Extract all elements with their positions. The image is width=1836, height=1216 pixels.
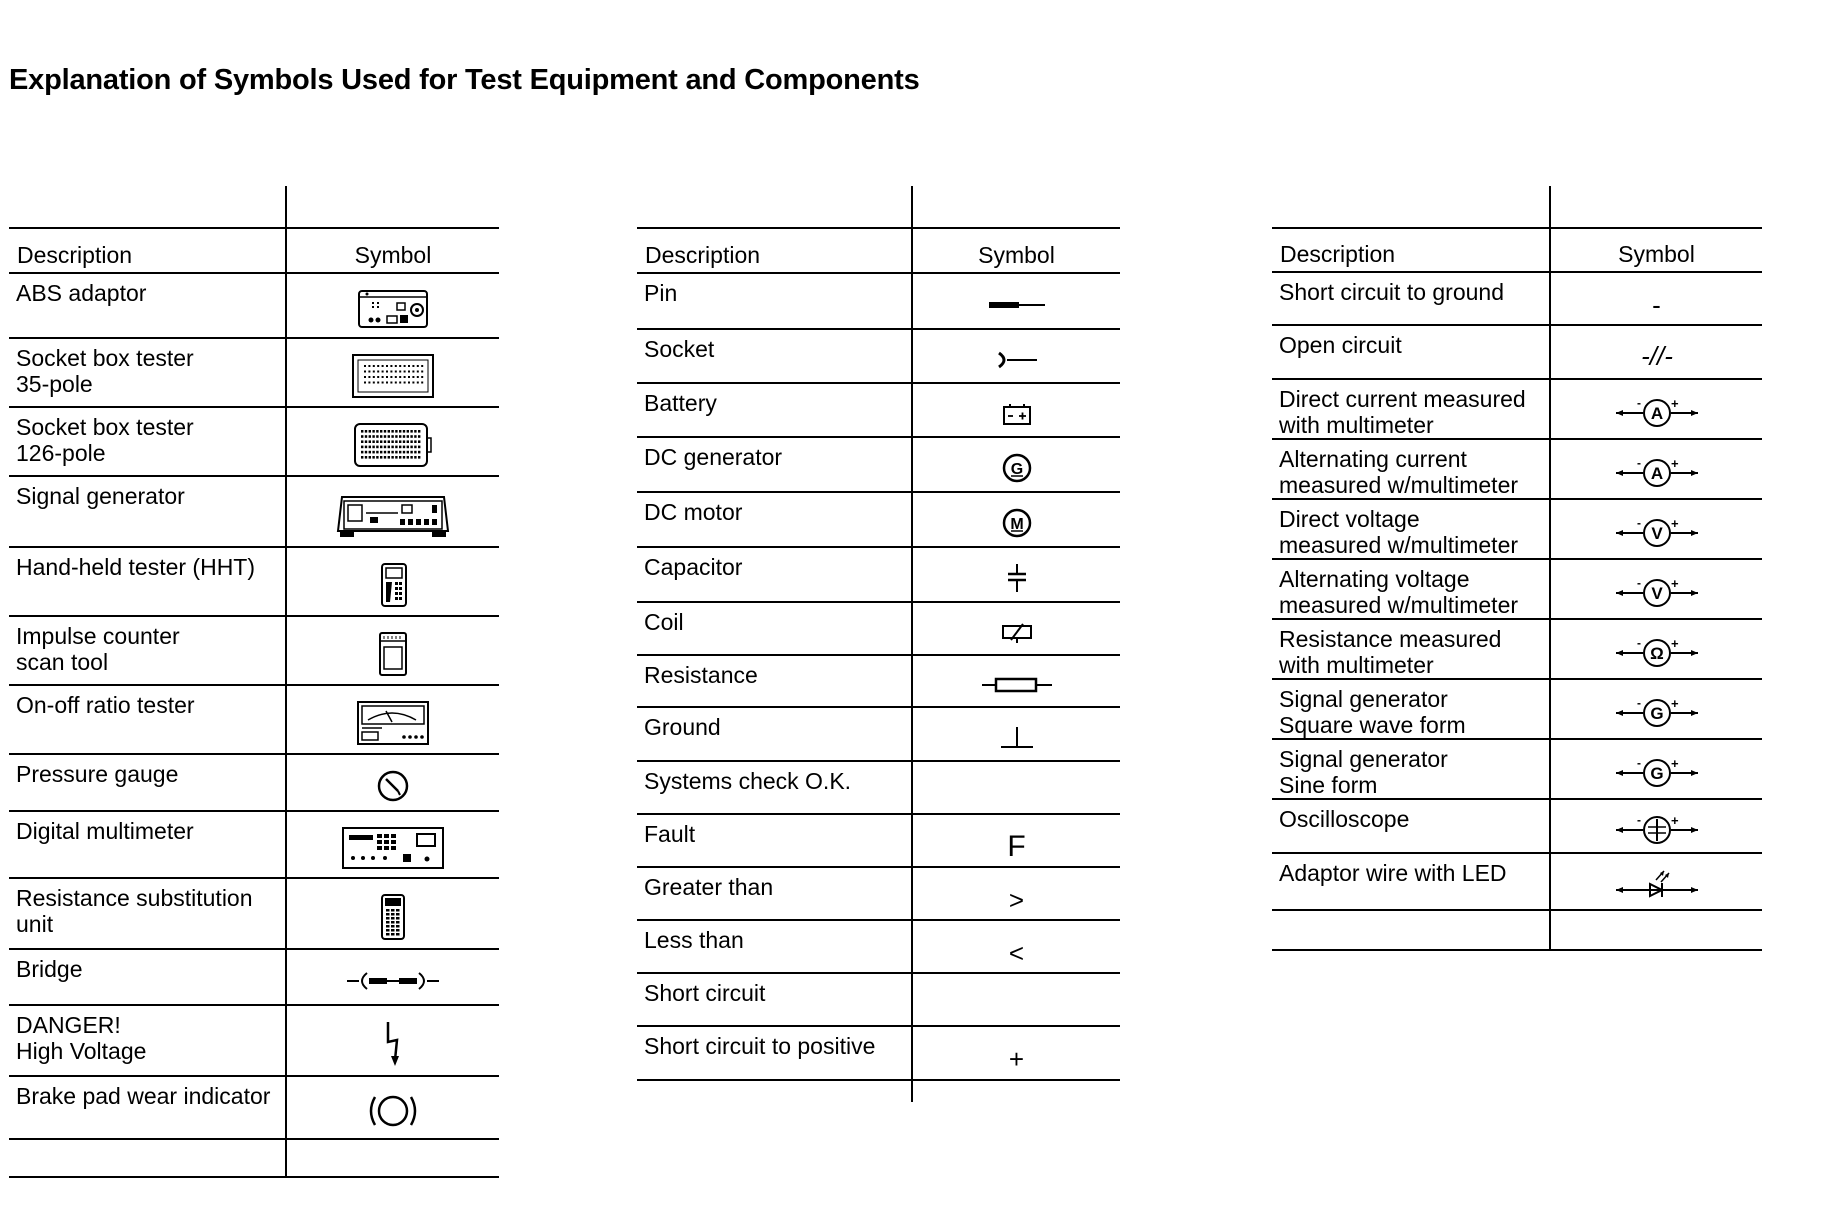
table-row: [1272, 619, 1762, 679]
minus-icon: -: [1652, 289, 1661, 320]
row-description: Fault: [637, 814, 912, 867]
table-row: [637, 814, 1120, 867]
row-description: Adaptor wire with LED: [1272, 853, 1550, 910]
svg-text:-: -: [1636, 635, 1641, 650]
table-row: [637, 973, 1120, 1026]
column-header-symbol: Symbol: [912, 228, 1120, 273]
bridge-icon-graphic: [345, 969, 441, 993]
table-row: [637, 383, 1120, 437]
resistance-icon: [980, 661, 1054, 695]
symbols-table-2: [637, 186, 1120, 1102]
row-symbol: [1550, 559, 1762, 619]
dc-motor-icon-graphic: [1001, 507, 1033, 539]
less-than-icon: <: [1008, 937, 1025, 968]
table-row: [9, 685, 499, 754]
digital-multimeter-icon: [341, 812, 445, 870]
on-off-ratio-tester-icon-graphic: [356, 700, 430, 746]
on-off-ratio-tester-icon: [356, 686, 430, 746]
high-voltage-icon: [383, 1006, 403, 1068]
row-symbol: [912, 383, 1120, 437]
table-top-spacer: [637, 186, 1120, 228]
row-symbol: [1550, 379, 1762, 439]
resistance-substitution-icon-graphic: [376, 893, 410, 941]
row-description: Ground: [637, 707, 912, 761]
symbol-letter: G: [1649, 763, 1664, 783]
row-symbol: [912, 602, 1120, 655]
row-description: Alternating voltage measured w/multimeter: [1272, 559, 1550, 619]
row-description: DANGER! High Voltage: [9, 1005, 286, 1076]
oscilloscope-icon-graphic: [1612, 812, 1702, 845]
table-row: [9, 1139, 499, 1177]
table-row: [637, 437, 1120, 492]
row-description: On-off ratio tester: [9, 685, 286, 754]
table-row: [1272, 739, 1762, 799]
row-description: Socket: [637, 329, 912, 383]
row-description: Impulse counter scan tool: [9, 616, 286, 685]
sine-wave-generator-icon: [1612, 744, 1702, 788]
symbol-letter: G: [1010, 461, 1023, 478]
column-header-symbol: Symbol: [286, 228, 499, 273]
symbols-table-1: [9, 186, 499, 1178]
ground-icon-graphic: [997, 725, 1037, 751]
row-symbol: [286, 754, 499, 811]
abs-adaptor-icon: [357, 274, 429, 330]
table-row: [637, 655, 1120, 707]
row-symbol: [912, 707, 1120, 761]
row-symbol: [1550, 499, 1762, 559]
row-symbol: [912, 814, 1120, 867]
row-description: Signal generator Square wave form: [1272, 679, 1550, 739]
row-description: Signal generator Sine form: [1272, 739, 1550, 799]
table-row: [637, 273, 1120, 329]
symbol-text: -//-: [1640, 340, 1673, 371]
symbol-letter: A: [1650, 403, 1663, 423]
sine-wave-generator-icon-graphic: [1612, 755, 1702, 788]
pin-icon-graphic: [987, 299, 1047, 311]
row-description: Digital multimeter: [9, 811, 286, 878]
table-top-spacer: [1272, 186, 1762, 228]
row-description: Less than: [637, 920, 912, 973]
svg-text:+: +: [1670, 455, 1679, 471]
row-symbol: [286, 1139, 499, 1177]
row-symbol: [286, 547, 499, 616]
row-description: Hand-held tester (HHT): [9, 547, 286, 616]
svg-text:+: +: [1670, 635, 1679, 651]
row-symbol: [286, 616, 499, 685]
table-row: [637, 1026, 1120, 1080]
fault-icon: F: [1007, 830, 1026, 863]
table-row: [1272, 679, 1762, 739]
signal-generator-device-icon: [336, 477, 450, 539]
brake-pad-icon-graphic: [365, 1091, 421, 1131]
led-adaptor-icon-graphic: [1612, 868, 1702, 902]
row-symbol: [286, 811, 499, 878]
page-title: Explanation of Symbols Used for Test Equipment and Components: [9, 64, 920, 96]
table-row: [637, 707, 1120, 761]
table-header-row: [637, 228, 1120, 273]
table-row: [637, 867, 1120, 920]
dc-ammeter-icon-graphic: [1612, 395, 1702, 428]
table-row: [1272, 910, 1762, 950]
row-symbol: [912, 273, 1120, 329]
table-row: [1272, 499, 1762, 559]
symbol-letter: V: [1650, 583, 1663, 603]
row-description: Direct voltage measured w/multimeter: [1272, 499, 1550, 559]
row-description: Socket box tester 126-pole: [9, 407, 286, 476]
row-description: Brake pad wear indicator: [9, 1076, 286, 1139]
row-description: Pressure gauge: [9, 754, 286, 811]
dc-motor-icon: [1001, 493, 1033, 539]
row-symbol: [1550, 272, 1762, 325]
oscilloscope-icon: [1612, 801, 1702, 845]
hand-held-tester-icon: [376, 548, 410, 608]
row-symbol: [912, 437, 1120, 492]
table-row: [1272, 853, 1762, 910]
svg-text:+: +: [1670, 575, 1679, 591]
table-header-row: [9, 228, 499, 273]
row-description: Battery: [637, 383, 912, 437]
row-symbol: [912, 655, 1120, 707]
square-wave-generator-icon: [1612, 684, 1702, 728]
dc-generator-icon-graphic: [1001, 452, 1033, 484]
table-row: [637, 547, 1120, 602]
table-row: [9, 1076, 499, 1139]
symbol-letter: G: [1649, 703, 1664, 723]
row-description: Direct current measured with multimeter: [1272, 379, 1550, 439]
coil-icon: [999, 606, 1035, 644]
dc-voltmeter-icon-graphic: [1612, 515, 1702, 548]
table-row: [9, 407, 499, 476]
led-adaptor-icon: [1612, 854, 1702, 902]
dc-voltmeter-icon: [1612, 504, 1702, 548]
ohmmeter-icon: [1612, 624, 1702, 668]
row-symbol: [912, 761, 1120, 814]
socket-icon-graphic: [995, 350, 1039, 370]
capacitor-icon-graphic: [1005, 562, 1029, 594]
row-description: ABS adaptor: [9, 273, 286, 338]
table-row: [637, 492, 1120, 547]
row-symbol: [1550, 679, 1762, 739]
row-symbol: [912, 1026, 1120, 1080]
row-symbol: [1550, 799, 1762, 853]
row-symbol: [286, 685, 499, 754]
row-description: Resistance measured with multimeter: [1272, 619, 1550, 679]
pressure-gauge-icon-graphic: [376, 769, 410, 803]
ac-voltmeter-icon-graphic: [1612, 575, 1702, 608]
row-symbol: [286, 338, 499, 407]
svg-text:-: -: [1636, 515, 1641, 530]
ac-voltmeter-icon: [1612, 564, 1702, 608]
open-circuit-icon-graphic: [1627, 341, 1687, 371]
symbol-letter: V: [1650, 523, 1663, 543]
row-symbol: [286, 273, 499, 338]
row-description: Short circuit to ground: [1272, 272, 1550, 325]
socket-box-35-icon-graphic: [351, 353, 435, 399]
digital-multimeter-icon-graphic: [341, 826, 445, 870]
socket-box-126-icon-graphic: [353, 422, 433, 468]
row-description: Short circuit to positive: [637, 1026, 912, 1080]
svg-text:-: -: [1636, 695, 1641, 710]
table-header-row: [1272, 228, 1762, 272]
row-symbol: [1550, 439, 1762, 499]
table-row: [9, 547, 499, 616]
table-row: [637, 920, 1120, 973]
ac-ammeter-icon-graphic: [1612, 455, 1702, 488]
ground-icon: [997, 711, 1037, 751]
high-voltage-icon-graphic: [383, 1020, 403, 1068]
svg-text:+: +: [1670, 515, 1679, 531]
symbol-letter: Ω: [1649, 643, 1664, 663]
column-header-description: Description: [1272, 228, 1550, 272]
row-description: Oscilloscope: [1272, 799, 1550, 853]
row-description: Coil: [637, 602, 912, 655]
table-row: [9, 616, 499, 685]
resistance-substitution-icon: [376, 879, 410, 941]
row-description: DC generator: [637, 437, 912, 492]
svg-text:+: +: [1670, 395, 1679, 411]
svg-text:-: -: [1636, 812, 1641, 827]
row-description: Systems check O.K.: [637, 761, 912, 814]
row-symbol: [286, 476, 499, 547]
dc-generator-icon: [1001, 438, 1033, 484]
symbols-table-3: [1272, 186, 1762, 951]
pressure-gauge-icon: [376, 755, 410, 803]
row-symbol: [1550, 853, 1762, 910]
row-description: Greater than: [637, 867, 912, 920]
row-symbol: [912, 973, 1120, 1026]
row-symbol: [912, 492, 1120, 547]
row-description: [637, 1080, 912, 1102]
row-symbol: [1550, 325, 1762, 379]
row-description: Signal generator: [9, 476, 286, 547]
row-description: Pin: [637, 273, 912, 329]
capacitor-icon: [1005, 548, 1029, 594]
row-symbol: [912, 920, 1120, 973]
row-description: Resistance: [637, 655, 912, 707]
dc-ammeter-icon: [1612, 384, 1702, 428]
socket-box-35-icon: [351, 339, 435, 399]
bridge-icon: [345, 955, 441, 993]
table-row: [9, 338, 499, 407]
table-row: [9, 273, 499, 338]
socket-box-126-icon: [353, 408, 433, 468]
row-symbol: [912, 867, 1120, 920]
ac-ammeter-icon: [1612, 444, 1702, 488]
table-row: [637, 1080, 1120, 1102]
square-wave-generator-icon-graphic: [1612, 695, 1702, 728]
row-symbol: [912, 547, 1120, 602]
row-description: [9, 1139, 286, 1177]
table-row: [1272, 325, 1762, 379]
row-symbol: [286, 878, 499, 949]
row-description: Resistance substitution unit: [9, 878, 286, 949]
table-row: [9, 1005, 499, 1076]
row-symbol: [912, 329, 1120, 383]
column-header-description: Description: [9, 228, 286, 273]
row-description: DC motor: [637, 492, 912, 547]
table-row: [9, 754, 499, 811]
greater-than-icon: >: [1008, 884, 1025, 915]
row-symbol: [286, 407, 499, 476]
row-description: Bridge: [9, 949, 286, 1005]
row-symbol: [286, 1076, 499, 1139]
table-row: [9, 476, 499, 547]
row-description: Short circuit: [637, 973, 912, 1026]
hand-held-tester-icon-graphic: [376, 562, 410, 608]
column-header-description: Description: [637, 228, 912, 273]
table-row: [9, 878, 499, 949]
brake-pad-icon: [365, 1077, 421, 1131]
socket-icon: [995, 336, 1039, 370]
svg-text:-: -: [1636, 755, 1641, 770]
resistance-icon-graphic: [980, 675, 1054, 695]
pin-icon: [987, 285, 1047, 311]
row-description: Alternating current measured w/multimeter: [1272, 439, 1550, 499]
row-symbol: [912, 1080, 1120, 1102]
row-description: Capacitor: [637, 547, 912, 602]
table-row: [9, 811, 499, 878]
svg-text:+: +: [1670, 695, 1679, 711]
row-description: [1272, 910, 1550, 950]
coil-icon-graphic: [999, 620, 1035, 644]
table-top-spacer: [9, 186, 499, 228]
svg-text:-: -: [1636, 395, 1641, 410]
svg-text:+: +: [1670, 812, 1679, 828]
symbol-letter: M: [1009, 516, 1024, 533]
plus-icon: +: [1008, 1044, 1025, 1074]
table-row: [1272, 379, 1762, 439]
impulse-counter-icon: [376, 617, 410, 677]
symbol-letter: A: [1650, 463, 1663, 483]
row-symbol: [1550, 619, 1762, 679]
signal-generator-device-icon-graphic: [336, 491, 450, 539]
table-row: [637, 761, 1120, 814]
ohmmeter-icon-graphic: [1612, 635, 1702, 668]
table-row: [637, 329, 1120, 383]
row-description: Open circuit: [1272, 325, 1550, 379]
row-symbol: [286, 949, 499, 1005]
svg-text:-: -: [1636, 575, 1641, 590]
row-symbol: [1550, 739, 1762, 799]
battery-icon: [1001, 388, 1033, 426]
row-symbol: [286, 1005, 499, 1076]
battery-icon-graphic: [1001, 402, 1033, 426]
svg-text:-: -: [1636, 455, 1641, 470]
table-row: [9, 949, 499, 1005]
svg-text:+: +: [1670, 755, 1679, 771]
table-row: [1272, 272, 1762, 325]
abs-adaptor-icon-graphic: [357, 288, 429, 330]
table-row: [1272, 799, 1762, 853]
table-row: [1272, 559, 1762, 619]
open-circuit-icon: [1627, 327, 1687, 371]
table-row: [637, 602, 1120, 655]
table-row: [1272, 439, 1762, 499]
column-header-symbol: Symbol: [1550, 228, 1762, 272]
row-description: Socket box tester 35-pole: [9, 338, 286, 407]
row-symbol: [1550, 910, 1762, 950]
impulse-counter-icon-graphic: [376, 631, 410, 677]
